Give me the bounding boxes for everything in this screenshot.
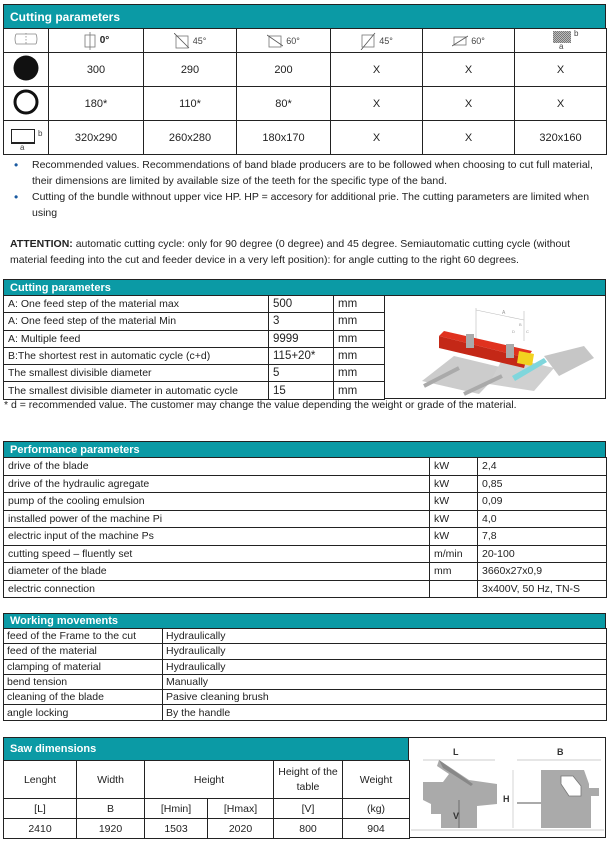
section-header: Working movements <box>3 613 606 628</box>
table-row: A: Multiple feed 9999 mm <box>4 330 385 347</box>
table-row: A: One feed step of the material max 500 mm <box>4 296 385 313</box>
table-row: electric connection 3x400V, 50 Hz, TN-S <box>4 580 607 598</box>
solid-round-icon <box>4 53 49 87</box>
feed-parameters-section <box>3 279 606 400</box>
table-row: 180* 110* 80* X X X <box>4 87 607 121</box>
note-item: • Cutting of the bundle withnout upper vice HP. HP = accesory for additional prie. The cutting parameters are limited when using <box>14 189 604 221</box>
angle-45-left-icon <box>174 33 190 49</box>
bundle-icon: b a <box>515 30 606 52</box>
notes-list <box>14 157 604 221</box>
table-row: pump of the cooling emulsion kW 0,09 <box>4 493 607 511</box>
section-header: Performance parameters <box>3 441 606 457</box>
footnote: * d = recommended value. The customer may change the value depending the weight or grade of the material. <box>4 399 517 411</box>
table-row: drive of the hydraulic agregate kW 0,85 <box>4 475 607 493</box>
table-row: cutting speed – fluently set m/min 20-100 <box>4 545 607 563</box>
svg-text:L: L <box>453 747 459 757</box>
rectangle-profile-icon: b a <box>4 121 49 155</box>
svg-text:H: H <box>503 794 510 804</box>
svg-text:D: D <box>512 329 515 334</box>
saw-dimensions-diagram <box>409 737 606 838</box>
table-row: B:The shortest rest in automatic cycle (c+d) 115+20* mm <box>4 347 385 364</box>
cutting-parameters-table <box>3 28 607 155</box>
section-header: Saw dimensions <box>3 737 409 760</box>
table-header-row: Lenght Width Height Height of the table Weight <box>4 761 410 799</box>
feeder-diagram <box>384 295 606 399</box>
table-row: A: One feed step of the material Min 3 mm <box>4 313 385 330</box>
table-row: 300 290 200 X X X <box>4 53 607 87</box>
svg-text:B: B <box>519 322 522 327</box>
section-header: Cutting parameters <box>3 4 606 28</box>
angle-60-left-icon <box>267 34 283 48</box>
table-row: diameter of the blade mm 3660x27x0,9 <box>4 563 607 581</box>
attention-paragraph: ATTENTION: automatic cutting cycle: only for 90 degree (0 degree) and 45 degree. Semiautomatic cutting cycle (without material feeding into the cut and feeder device in a very left position): for angle cutting to the right 60 degrees. <box>10 238 571 266</box>
svg-text:A: A <box>502 310 506 316</box>
table-row: 2410 1920 1503 2020 800 904 <box>4 819 410 839</box>
angle-45-right-icon <box>360 32 376 50</box>
table-row: clamping of material Hydraulically <box>4 659 607 674</box>
section-header: Cutting parameters <box>3 279 606 295</box>
svg-text:B: B <box>557 747 564 757</box>
note-item: • Recommended values. Recommendations of band blade producers are to be followed when choosing to cut full material, their dimensions are limited by available size of the teeth for the specific type of the band. <box>14 157 604 189</box>
svg-text:C: C <box>526 329 529 334</box>
table-row: cleaning of the blade Pasive cleaning brush <box>4 690 607 705</box>
table-row: bend tension Manually <box>4 674 607 689</box>
working-movements-section <box>3 613 606 721</box>
tube-icon <box>4 87 49 121</box>
table-row: angle locking By the handle <box>4 705 607 720</box>
performance-parameters-section <box>3 441 606 598</box>
table-row: [L] B [Hmin] [Hmax] [V] (kg) <box>4 799 410 819</box>
saw-dimensions-table <box>3 760 410 839</box>
angle-60-right-icon <box>452 35 468 47</box>
performance-table <box>3 457 607 598</box>
table-row: drive of the blade kW 2,4 <box>4 458 607 476</box>
table-row: feed of the Frame to the cut Hydraulically <box>4 629 607 644</box>
table-row: The smallest divisible diameter 5 mm <box>4 365 385 382</box>
table-row: electric input of the machine Ps kW 7,8 <box>4 528 607 546</box>
table-row: installed power of the machine Pi kW 4,0 <box>4 510 607 528</box>
table-row: b a 320x290 260x280 180x170 X X 320x160 <box>4 121 607 155</box>
table-row: The smallest divisible diameter in automatic cycle 15 mm <box>4 382 385 399</box>
saw-dimensions-section <box>3 737 606 838</box>
feed-parameters-table <box>3 295 385 400</box>
table-header-row: 0° 45° 60° 45° 60° b a <box>4 29 607 53</box>
svg-text:V: V <box>453 811 460 821</box>
material-section-icon <box>4 29 49 53</box>
cutting-parameters-section <box>3 4 606 155</box>
table-row: feed of the material Hydraulically <box>4 644 607 659</box>
angle-0-icon <box>83 32 97 50</box>
working-movements-table <box>3 628 607 721</box>
